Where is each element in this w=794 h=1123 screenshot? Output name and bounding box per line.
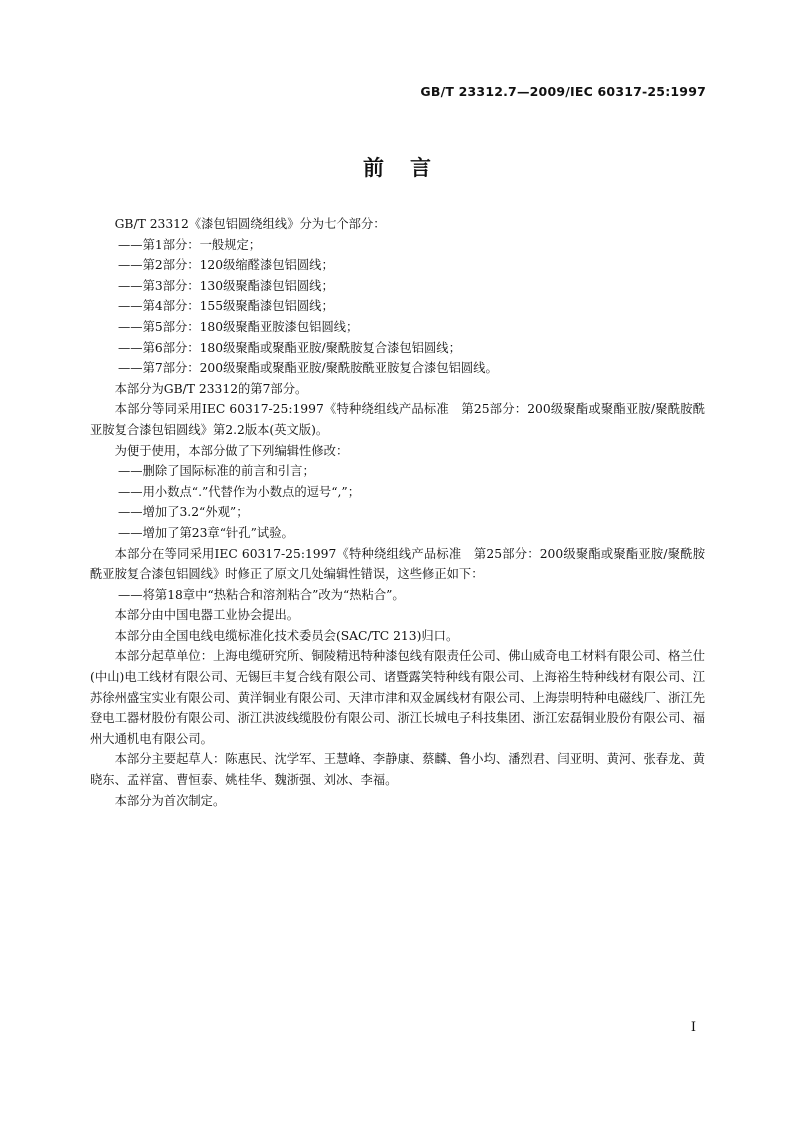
list-item: ——第5部分：180级聚酯亚胺漆包铝圆线；	[118, 319, 359, 334]
paragraph-intro: GB/T 23312《漆包铝圆绕组线》分为七个部分：	[114, 217, 386, 231]
list-item: ——第2部分：120级缩醛漆包铝圆线；	[118, 258, 334, 273]
page-title: 前言	[363, 156, 457, 180]
list-item: ——将第18章中“热粘合和溶剂粘合”改为“热粘合”。	[118, 587, 405, 602]
paragraph: 本部分为首次制定。	[114, 793, 226, 808]
list-item: ——用小数点“.”代替作为小数点的逗号“,”；	[118, 484, 361, 499]
page-number: I	[690, 1020, 696, 1035]
document-body	[90, 214, 705, 811]
list-item: ——第1部分：一般规定；	[118, 237, 262, 252]
paragraph: 本部分由全国电线电缆标准化技术委员会(SAC/TC 213)归口。	[114, 628, 459, 643]
list-item: ——删除了国际标准的前言和引言；	[118, 464, 315, 479]
list-item: ——增加了3.2“外观”；	[118, 505, 249, 520]
standard-code: GB/T 23312.7—2009/IEC 60317-25:1997	[420, 84, 706, 99]
paragraph: 本部分为GB/T 23312的第7部分。	[114, 381, 308, 396]
paragraph-drafters: 本部分主要起草人：陈惠民、沈学军、王慧峰、李静康、蔡麟、鲁小均、潘烈君、闫亚明、黄河、张春龙、黄晓东、孟祥富、曹恒泰、姚桂华、魏浙强、刘冰、李福。	[90, 752, 705, 788]
list-item: ——第7部分：200级聚酯或聚酯亚胺/聚酰胺酰亚胺复合漆包铝圆线。	[118, 361, 498, 376]
list-item: ——增加了第23章“针孔”试验。	[118, 525, 294, 540]
paragraph: 本部分等同采用IEC 60317-25:1997《特种绕组线产品标准 第25部分：200级聚酯或聚酯亚胺/聚酰胺酰亚胺复合漆包铝圆线》第2.2版本(英文版)。	[90, 402, 705, 437]
list-item: ——第4部分：155级聚酯漆包铝圆线；	[118, 299, 334, 314]
list-item: ——第3部分：130级聚酯漆包铝圆线；	[118, 278, 334, 293]
paragraph: 本部分由中国电器工业协会提出。	[114, 608, 300, 623]
paragraph: 为便于使用，本部分做了下列编辑性修改：	[114, 443, 349, 458]
paragraph-drafting-units: 本部分起草单位：上海电缆研究所、铜陵精迅特种漆包线有限责任公司、佛山威奇电工材料有限公司、格兰仕(中山)电工线材有限公司、无锡巨丰复合线有限公司、诸暨露笑特种线有限公司、上海裕生特种线材有限公司、江苏徐州盛宝实业有限公司、黄洋铜业有限公司、天津市津和双金属线材有限公司、上海崇明特种电磁线厂、浙江先登电工器材股份有限公司、浙江洪波线缆股份有限公司、浙江长城电子科技集团、浙江宏磊铜业股份有限公司、福州大通机电有限公司。	[90, 649, 705, 746]
paragraph: 本部分在等同采用IEC 60317-25:1997《特种绕组线产品标准 第25部分：200级聚酯或聚酯亚胺/聚酰胺酰亚胺复合漆包铝圆线》时修正了原文几处编辑性错误，这些修正如下：	[90, 546, 705, 582]
list-item: ——第6部分：180级聚酯或聚酯亚胺/聚酰胺复合漆包铝圆线；	[118, 340, 461, 355]
